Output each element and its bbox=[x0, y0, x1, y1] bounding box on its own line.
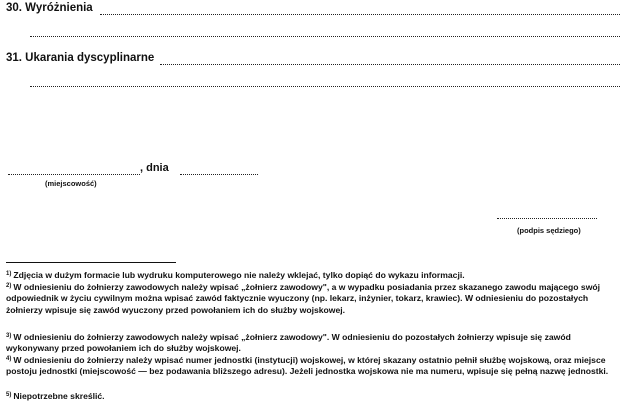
section-31-line-1[interactable] bbox=[160, 60, 620, 65]
footnote-5 bbox=[6, 390, 626, 402]
date-field[interactable] bbox=[180, 170, 258, 175]
section-30-label: 30. Wyróżnienia bbox=[6, 2, 93, 14]
footnote-3 bbox=[6, 331, 626, 355]
footnote-3-number: 3) bbox=[6, 333, 12, 339]
section-31-line-2[interactable] bbox=[30, 82, 620, 87]
footnote-4 bbox=[6, 354, 626, 378]
footnote-4-number: 4) bbox=[6, 356, 12, 362]
footnote-3-text: W odniesieniu do żołnierzy zawodowych należy wpisać „żołnierz zawodowy". W odniesieniu do pozostałych żołnierzy wpisuje się zawód wykonywany przed powołaniem ich do służby wojskowej. bbox=[6, 332, 571, 354]
footnote-2-number: 2) bbox=[6, 283, 12, 289]
section-30-line-2[interactable] bbox=[30, 32, 620, 37]
footnote-2 bbox=[6, 281, 626, 316]
section-30-line-1[interactable] bbox=[100, 10, 620, 15]
footnote-1-text: Zdjęcia w dużym formacie lub wydruku komputerowego nie należy wklejać, tylko dopiąć do wykazu informacji. bbox=[13, 270, 465, 280]
footnote-1-number: 1) bbox=[6, 271, 12, 277]
footnote-5-text: Niepotrzebne skreślić. bbox=[13, 391, 105, 401]
footnote-separator bbox=[6, 262, 176, 263]
place-caption: (miejscowość) bbox=[45, 179, 97, 188]
footnote-1 bbox=[6, 269, 626, 281]
place-field[interactable] bbox=[8, 170, 140, 175]
signature-caption: (podpis sędziego) bbox=[517, 226, 581, 235]
signature-field[interactable] bbox=[497, 214, 597, 219]
section-31-label: 31. Ukarania dyscyplinarne bbox=[6, 52, 155, 64]
date-label: , dnia bbox=[140, 162, 169, 174]
footnote-5-number: 5) bbox=[6, 392, 12, 398]
footnote-4-text: W odniesieniu do żołnierzy należy wpisać numer jednostki (instytucji) wojskowej, w której skazany ostatnio pełnił służbę wojskową, oraz miejsce postoju jednostki (miejscowość — bez podawania bliższego adresu). Jeżeli jednostka wojskowa nie ma numeru, wpisuje się pełną nazwę jednostki. bbox=[6, 355, 609, 377]
footnote-2-text: W odniesieniu do żołnierzy zawodowych należy wpisać „żołnierz zawodowy", a w wypadku posiadania przez skazanego zawodu mającego swój odpowiednik w życiu cywilnym można wpisać zawód faktycznie wyuczony (np. lekarz, inżynier, tokarz, krawiec). W odniesieniu do pozostałych żołnierzy wpisuje się zawód wyuczony przed powołaniem ich do służby wojskowej. bbox=[6, 282, 601, 315]
